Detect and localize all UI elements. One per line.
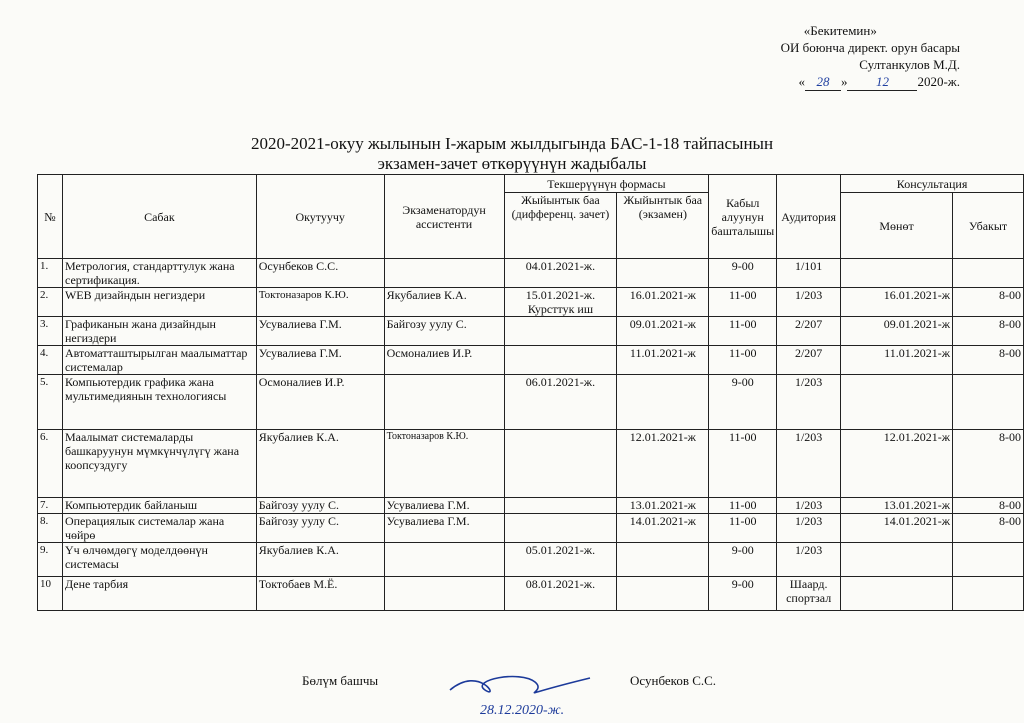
cell-subject: Компьютердик графика жана мультимедиянын технологиясы [62,375,256,430]
approval-name: Султанкулов М.Д. [859,57,960,72]
footer-name: Осунбеков С.С. [630,673,717,688]
cell-cdate: 16.01.2021-ж [841,288,953,317]
cell-room: 1/203 [777,288,841,317]
cell-assistant: Байгозу уулу С. [384,317,504,346]
cell-teacher: Якубалиев К.А. [256,430,384,498]
cell-assistant [384,577,504,611]
table-row [38,288,1024,317]
cell-num: 10 [38,577,63,611]
cell-teacher: Усувалиева Г.М. [256,346,384,375]
cell-subject: Маалымат системаларды башкаруунун мүмкүнчүлүгү жана коопсуздугу [62,430,256,498]
cell-room: 1/101 [777,259,841,288]
cell-assistant: Усувалиева Г.М. [384,498,504,514]
cell-diff: 06.01.2021-ж. [504,375,617,430]
table-row [38,259,1024,288]
cell-assistant: Усувалиева Г.М. [384,514,504,543]
approval-date: « 28 » 12 2020-ж. [798,74,960,89]
cell-exam [617,543,709,577]
cell-subject: WEB дизайндын негиздери [62,288,256,317]
cell-exam: 13.01.2021-ж [617,498,709,514]
header-consult: Консультация [841,175,1024,193]
cell-ctime: 8-00 [953,514,1024,543]
approval-month: 12 [847,73,917,91]
header-exam: Жыйынтык баа (экзамен) [617,193,709,259]
signature-mark [440,660,620,718]
table-row [38,543,1024,577]
cell-diff: 15.01.2021-ж. Курсттук иш [504,288,617,317]
header-start: Кабыл алуунун башталышы [709,175,777,259]
title-line-2: экзамен-зачет өткөрүүнүн жадыбалы [377,154,647,173]
cell-room: 2/207 [777,346,841,375]
header-assistant: Экзаменатордун ассистенти [384,175,504,259]
cell-exam [617,375,709,430]
approval-year: 2020-ж. [917,74,960,89]
cell-cdate [841,375,953,430]
table-row [38,430,1024,498]
cell-diff [504,346,617,375]
cell-diff: 05.01.2021-ж. [504,543,617,577]
header-room: Аудитория [777,175,841,259]
cell-cdate: 11.01.2021-ж [841,346,953,375]
cell-room: 1/203 [777,430,841,498]
cell-ctime: 8-00 [953,430,1024,498]
header-num: № [38,175,63,259]
cell-start: 11-00 [709,514,777,543]
cell-num: 6. [38,430,63,498]
cell-ctime: 8-00 [953,288,1024,317]
cell-cdate: 09.01.2021-ж [841,317,953,346]
table-row [38,346,1024,375]
table-row [38,514,1024,543]
cell-subject: Дене тарбия [62,577,256,611]
approval-position: ОИ боюнча директ. орун басары [780,40,960,55]
cell-exam: 12.01.2021-ж [617,430,709,498]
table-row [38,317,1024,346]
cell-room: 1/203 [777,498,841,514]
cell-ctime [953,375,1024,430]
cell-cdate [841,577,953,611]
cell-cdate: 13.01.2021-ж [841,498,953,514]
cell-assistant: Токтоназаров К.Ю. [384,430,504,498]
cell-diff: 04.01.2021-ж. [504,259,617,288]
header-check-form: Текшерүүнүн формасы [504,175,709,193]
cell-ctime [953,543,1024,577]
cell-exam: 09.01.2021-ж [617,317,709,346]
cell-subject: Үч өлчөмдөгү моделдөөнүн системасы [62,543,256,577]
cell-start: 9-00 [709,375,777,430]
cell-diff: 08.01.2021-ж. [504,577,617,611]
cell-diff [504,430,617,498]
cell-room: 2/207 [777,317,841,346]
cell-teacher: Осмоналиев И.Р. [256,375,384,430]
cell-ctime: 8-00 [953,346,1024,375]
cell-ctime [953,259,1024,288]
cell-cdate: 14.01.2021-ж [841,514,953,543]
cell-subject: Компьютердик байланыш [62,498,256,514]
footer-label: Бөлүм башчы [302,673,379,688]
cell-subject: Автоматташтырылган маалыматтар системалар [62,346,256,375]
cell-start: 11-00 [709,498,777,514]
cell-teacher: Байгозу уулу С. [256,514,384,543]
cell-diff [504,514,617,543]
approval-title: «Бекитемин» [803,23,877,38]
table-row [38,498,1024,514]
cell-start: 9-00 [709,543,777,577]
cell-exam: 11.01.2021-ж [617,346,709,375]
cell-assistant: Якубалиев К.А. [384,288,504,317]
table-row [38,375,1024,430]
cell-num: 5. [38,375,63,430]
cell-num: 1. [38,259,63,288]
document-title [0,134,1024,174]
approval-block [781,22,960,91]
cell-start: 9-00 [709,577,777,611]
header-subject: Сабак [62,175,256,259]
cell-subject: Графиканын жана дизайндын негиздери [62,317,256,346]
cell-assistant [384,259,504,288]
cell-room: 1/203 [777,514,841,543]
cell-teacher: Токтобаев М.Ё. [256,577,384,611]
cell-exam: 16.01.2021-ж [617,288,709,317]
cell-diff [504,498,617,514]
cell-assistant: Осмоналиев И.Р. [384,346,504,375]
header-diff: Жыйынтык баа (дифференц. зачет) [504,193,617,259]
cell-subject: Метрология, стандарттулук жана сертификация. [62,259,256,288]
cell-diff [504,317,617,346]
cell-num: 3. [38,317,63,346]
cell-num: 4. [38,346,63,375]
cell-teacher: Токтоназаров К.Ю. [256,288,384,317]
header-consult-time: Убакыт [953,193,1024,259]
cell-exam [617,577,709,611]
cell-teacher: Осунбеков С.С. [256,259,384,288]
cell-start: 11-00 [709,346,777,375]
cell-start: 11-00 [709,288,777,317]
cell-exam [617,259,709,288]
signature-date: 28.12.2020-ж. [480,703,565,718]
cell-cdate: 12.01.2021-ж [841,430,953,498]
cell-ctime [953,577,1024,611]
cell-ctime: 8-00 [953,317,1024,346]
header-consult-date: Мөнөт [841,193,953,259]
cell-start: 11-00 [709,430,777,498]
cell-num: 7. [38,498,63,514]
table-row [38,577,1024,611]
cell-num: 8. [38,514,63,543]
cell-start: 9-00 [709,259,777,288]
cell-num: 9. [38,543,63,577]
cell-exam: 14.01.2021-ж [617,514,709,543]
approval-day: 28 [805,73,841,91]
cell-cdate [841,543,953,577]
cell-room: 1/203 [777,543,841,577]
cell-assistant [384,375,504,430]
cell-subject: Операциялык системалар жана чөйрө [62,514,256,543]
cell-room: 1/203 [777,375,841,430]
cell-teacher: Байгозу уулу С. [256,498,384,514]
cell-teacher: Усувалиева Г.М. [256,317,384,346]
cell-room: Шаард. спортзал [777,577,841,611]
cell-start: 11-00 [709,317,777,346]
schedule-table [37,174,1024,611]
cell-ctime: 8-00 [953,498,1024,514]
cell-teacher: Якубалиев К.А. [256,543,384,577]
title-line-1: 2020-2021-окуу жылынын I-жарым жылдыгында БАС-1-18 тайпасынын [250,134,774,153]
cell-cdate [841,259,953,288]
cell-num: 2. [38,288,63,317]
cell-assistant [384,543,504,577]
header-teacher: Окутуучу [256,175,384,259]
